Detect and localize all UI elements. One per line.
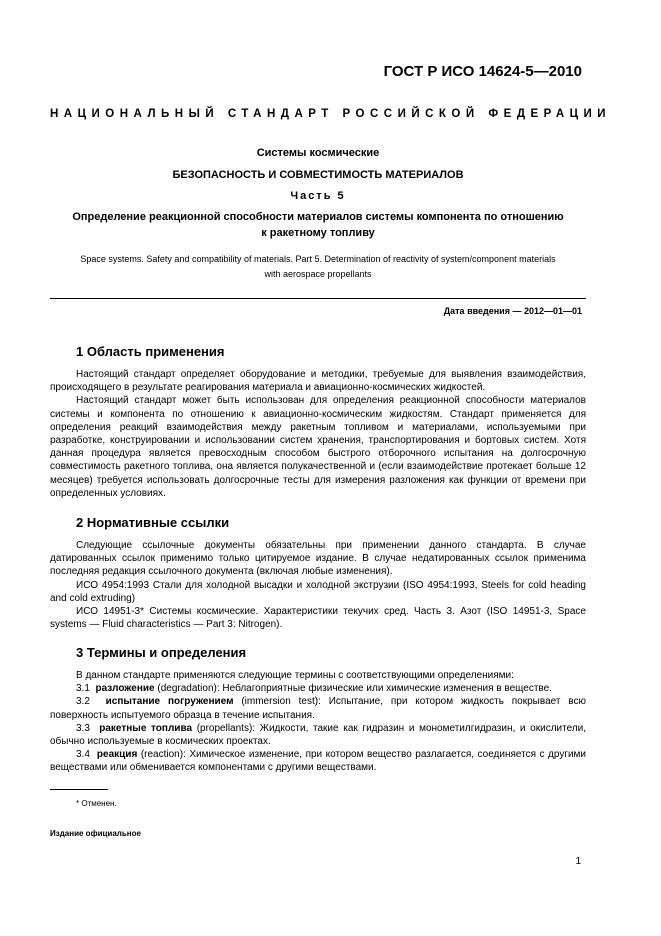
- section-heading-normative-references: 2 Нормативные ссылки: [76, 515, 230, 530]
- paragraph: Настоящий стандарт может быть использован для определения реакционной способности материалов системы и компонента по отношению к авиационно-космическим жидкостям. Стандарт применяется для определения реакций взаимодействия между ракетным топливом и материалами, используемыми при разработке, конструировании и использовании систем хранения, транспортирования и бортовых систем. Хотя данная процедура является превосходным способом быстрого отборочного испытания на долгосрочную совместимость ракетного топлива, она является полукачественной и (если взаимодействие протекает больше 12 месяцев) требуется использовать долгосрочные тесты для измерения разложения как функции от времени при определенных условиях.: [50, 395, 586, 499]
- term-text: (reaction): Химическое изменение, при котором вещество разлагается, соединяется с другими веществами или обменивается компонентами с другими веществами.: [50, 749, 587, 774]
- english-title-line-1: Space systems. Safety and compatibility of materials. Part 5. Determination of reactivity of system/component materials: [80, 254, 556, 264]
- section-heading-scope: 1 Область применения: [76, 344, 225, 359]
- introduction-date: Дата введения — 2012—01—01: [443, 306, 582, 316]
- term-name: ракетные топлива: [99, 722, 193, 734]
- section-body-normative-references: [50, 539, 586, 631]
- paragraph: Настоящий стандарт определяет оборудование и методики, требуемые для выявления взаимодействия, происходящего в результате реагирования материала и авиационно-космических жидкостей.: [50, 369, 586, 394]
- term-text: (immersion test): Испытание, при котором жидкость покрывает всю поверхность испытуемого образца в течение испытания.: [50, 696, 586, 721]
- page-number: 1: [575, 856, 581, 867]
- series-title: Системы космические: [256, 147, 380, 159]
- term-definition: [50, 682, 586, 695]
- term-text: (propellants): Жидкости, такие как гидразин и монометилгидразин, и окислители, обычно используемые в космических проектах.: [50, 722, 587, 748]
- subtitle-line-2: к ракетному топливу: [261, 227, 375, 239]
- document-title: БЕЗОПАСНОСТЬ И СОВМЕСТИМОСТЬ МАТЕРИАЛОВ: [172, 169, 464, 181]
- reference-iso-14951-3: ИСО 14951-3* Системы космические. Характеристики текучих сред. Часть 3. Азот (ISO 14951-3, Space systems — Fluid characteristics — Part 3: Nitrogen).: [50, 606, 586, 631]
- header-divider: [50, 298, 586, 299]
- english-title: [50, 252, 586, 282]
- document-subtitle: [50, 209, 586, 241]
- section-body-scope: [50, 368, 586, 500]
- reference-iso-4954: ИСО 4954:1993 Стали для холодной высадки и холодной экструзии (ISO 4954:1993, Steels for cold heading and cold extruding): [50, 579, 586, 604]
- section-heading-terms-definitions: 3 Термины и определения: [76, 645, 247, 660]
- subtitle-line-1: Определение реакционной способности материалов системы компонента по отношению: [72, 211, 564, 223]
- term-name: разложение: [95, 683, 155, 695]
- term-name: испытание погружением: [105, 696, 234, 708]
- english-title-line-2: with aerospace propellants: [264, 269, 372, 279]
- part-number: Часть 5: [290, 190, 346, 202]
- term-name: реакция: [96, 749, 138, 761]
- term-number: 3.2: [76, 696, 90, 708]
- footnote-divider: [50, 789, 108, 790]
- footnote: * Отменен.: [76, 799, 117, 808]
- paragraph: В данном стандарте применяются следующие термины с соответствующими определениями:: [76, 670, 514, 681]
- term-text: (degradation): Неблагоприятные физические или химические изменения в веществе.: [157, 683, 552, 695]
- term-number: 3.4: [76, 749, 90, 761]
- term-definition: [50, 695, 586, 721]
- term-number: 3.1: [76, 683, 90, 695]
- paragraph: Следующие ссылочные документы обязательны при применении данного стандарта. В случае датированных ссылок применимо только цитируемое издание. В случае недатированных ссылок применима последняя редакция ссылочного документа (включая любые изменения).: [50, 540, 586, 578]
- edition-label: Издание официальное: [50, 829, 141, 838]
- term-definition: [50, 748, 586, 774]
- term-definition: [50, 722, 586, 748]
- section-body-terms-definitions: [50, 669, 586, 775]
- document-id: ГОСТ Р ИСО 14624-5—2010: [383, 63, 582, 80]
- national-standard-banner: НАЦИОНАЛЬНЫЙ СТАНДАРТ РОССИЙСКОЙ ФЕДЕРАЦИИ: [50, 108, 612, 120]
- term-number: 3.3: [76, 722, 90, 734]
